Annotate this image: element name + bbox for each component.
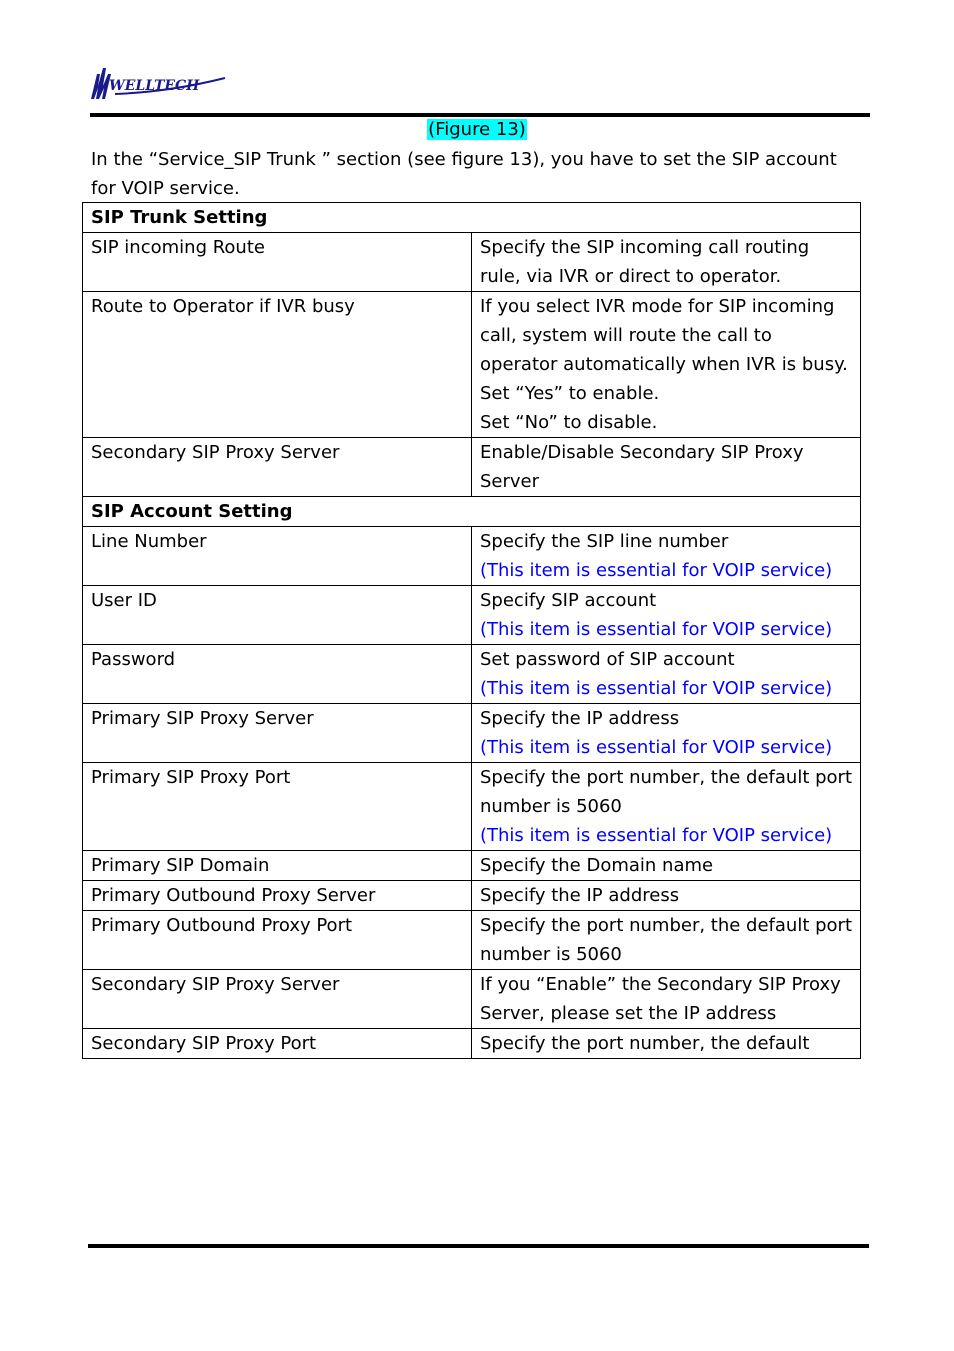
description-text: Specify SIP account (480, 590, 657, 611)
figure-caption (0, 118, 954, 142)
setting-description: Specify the port number, the default port number is 5060 (472, 911, 861, 970)
setting-name: User ID (83, 586, 472, 645)
essential-note: (This item is essential for VOIP service) (480, 560, 833, 581)
section-header-row (83, 203, 861, 233)
sip-settings-table (82, 202, 861, 1059)
setting-name: Secondary SIP Proxy Port (83, 1029, 472, 1059)
setting-description (472, 292, 861, 438)
table-row (83, 881, 861, 911)
setting-name: Primary Outbound Proxy Server (83, 881, 472, 911)
setting-description: If you “Enable” the Secondary SIP Proxy Server, please set the IP address (472, 970, 861, 1029)
essential-note: (This item is essential for VOIP service) (480, 678, 833, 699)
setting-name: Primary SIP Domain (83, 851, 472, 881)
table-row (83, 586, 861, 645)
setting-description: Specify the Domain name (472, 851, 861, 881)
description-text: If you select IVR mode for SIP incoming call, system will route the call to operator automatically when IVR is busy. (480, 296, 848, 375)
setting-description: Specify the IP address (472, 881, 861, 911)
setting-name: Secondary SIP Proxy Server (83, 970, 472, 1029)
table-row (83, 970, 861, 1029)
setting-description (472, 527, 861, 586)
essential-note: (This item is essential for VOIP service) (480, 737, 833, 758)
setting-description (472, 645, 861, 704)
section-title: SIP Account Setting (83, 497, 861, 527)
intro-paragraph: In the “Service_SIP Trunk ” section (see figure 13), you have to set the SIP account for VOIP service. (91, 149, 837, 199)
table-row (83, 233, 861, 292)
setting-name: Line Number (83, 527, 472, 586)
description-text: Set “Yes” to enable. (480, 383, 660, 404)
description-text: Set password of SIP account (480, 649, 735, 670)
description-text: Specify the IP address (480, 708, 680, 729)
header-rule (90, 113, 870, 117)
table-row (83, 763, 861, 851)
section-title: SIP Trunk Setting (83, 203, 861, 233)
table-row (83, 704, 861, 763)
figure-caption-text: (Figure 13) (428, 119, 526, 140)
setting-description (472, 704, 861, 763)
setting-description: Specify the port number, the default (472, 1029, 861, 1059)
essential-note: (This item is essential for VOIP service) (480, 825, 833, 846)
setting-name: Secondary SIP Proxy Server (83, 438, 472, 497)
logo-text: WELLTECH (109, 78, 200, 94)
table-row (83, 911, 861, 970)
setting-name: SIP incoming Route (83, 233, 472, 292)
table-row (83, 851, 861, 881)
description-text: Specify the port number, the default port number is 5060 (480, 767, 853, 817)
setting-name: Password (83, 645, 472, 704)
setting-description (472, 586, 861, 645)
table-row (83, 645, 861, 704)
setting-description: Specify the SIP incoming call routing rule, via IVR or direct to operator. (472, 233, 861, 292)
setting-name: Primary SIP Proxy Server (83, 704, 472, 763)
description-text: Set “No” to disable. (480, 412, 658, 433)
table-row (83, 527, 861, 586)
table-row (83, 1029, 861, 1059)
setting-name: Primary Outbound Proxy Port (83, 911, 472, 970)
footer-rule (88, 1244, 869, 1248)
table-row (83, 292, 861, 438)
setting-name: Primary SIP Proxy Port (83, 763, 472, 851)
setting-description (472, 763, 861, 851)
table-row (83, 438, 861, 497)
description-text: Specify the SIP line number (480, 531, 729, 552)
setting-name: Route to Operator if IVR busy (83, 292, 472, 438)
welltech-logo (89, 66, 229, 100)
setting-description: Enable/Disable Secondary SIP Proxy Server (472, 438, 861, 497)
section-header-row (83, 497, 861, 527)
essential-note: (This item is essential for VOIP service) (480, 619, 833, 640)
